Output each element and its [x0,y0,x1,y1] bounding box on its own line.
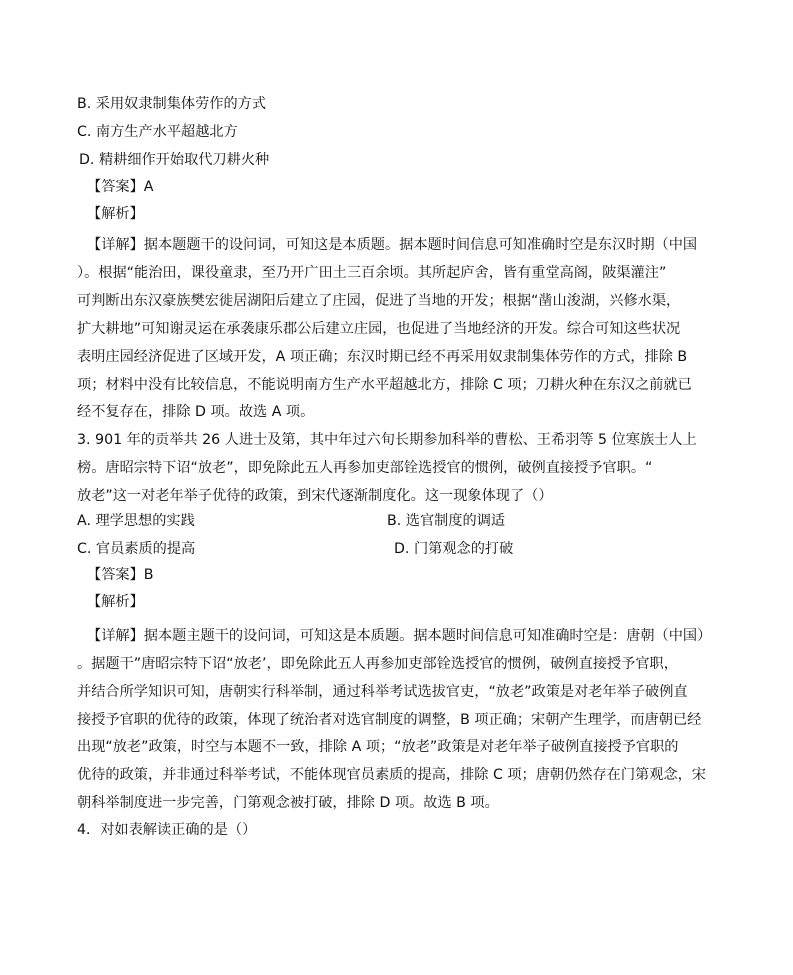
q3-option-b: B. 选官制度的调适 [387,513,506,529]
q2-detail-line: 表明庄园经济促进了区域开发，A 项正确；东汉时期已经不再采用奴隶制集体劳作的方式，排除 B [77,349,688,365]
q3-option-d: D. 门第观念的打破 [394,541,514,557]
q2-detail-line: 经不复存在，排除 D 项。故选 A 项。 [77,404,315,420]
q3-stem-line: 3. 901 年的贡举共 26 人进士及第，其中年过六旬长期参加科举的曹松、王希羽等 5 位寒族士人上 [77,432,697,448]
q2-option-c: C. 南方生产水平超越北方 [77,124,238,140]
q2-detail-line: 项；材料中没有比较信息，不能说明南方生产水平超越北方，排除 C 项；刀耕火种在东汉之前就已 [77,377,692,393]
q2-detail-line: ）。根据“能治田，课役童隶，至乃开广田土三百余顷。其所起庐舍，皆有重堂高阁，陂渠灌注” [77,265,667,281]
q3-option-a: A. 理学思想的实践 [77,513,195,529]
q3-detail-line: 朝科举制度进一步完善，门第观念被打破，排除 D 项。故选 B 项。 [77,795,499,811]
q4-stem: 4．对如表解读正确的是（） [77,822,257,838]
q2-analysis-label: 【解析】 [87,206,144,222]
q3-detail-line: 【详解】据本题主题干的设问词，可知这是本质题。据本题时间信息可知准确时空是：唐朝（中国） [87,628,712,644]
q3-detail-line: 接授予官职的优待的政策，体现了统治者对选官制度的调整，B 项正确；宋朝产生理学，而唐朝已经 [77,712,702,728]
q3-detail-line: 出现“放老”政策，时空与本题不一致，排除 A 项；“放老”政策是对老年举子破例直接授予官职的 [77,739,679,755]
q2-option-b: B. 采用奴隶制集体劳作的方式 [77,96,267,112]
q3-analysis-label: 【解析】 [87,594,144,610]
q2-option-d: D. 精耕细作开始取代刀耕火种 [79,152,270,168]
q2-detail-line: 扩大耕地”可知谢灵运在承袭康乐郡公后建立庄园，也促进了当地经济的开发。综合可知这些状况 [77,321,681,337]
q2-detail-line: 【详解】据本题题干的设问词，可知这是本质题。据本题时间信息可知准确时空是东汉时期（中国 [87,237,698,253]
q3-stem-line: 榜。唐昭宗特下诏“放老”，即免除此五人再参加吏部铨选授官的惯例，破例直接授予官职。“ [77,460,653,476]
q3-option-c: C. 官员素质的提高 [77,541,196,557]
q3-detail-line: 。据题干”唐昭宗特下诏“放老’，即免除此五人再参加吏部铨选授官的惯例，破例直接授予官职， [77,656,678,672]
q3-detail-line: 并结合所学知识可知，唐朝实行科举制，通过科举考试选拔官吏，“放老”政策是对老年举子破例直 [77,684,688,700]
q3-stem-line: 放老”这一对老年举子优待的政策，到宋代逐渐制度化。这一现象体现了（） [77,488,553,504]
q2-detail-line: 可判断出东汉豪族樊宏徙居湖阳后建立了庄园，促进了当地的开发；根据“凿山浚湖，兴修水渠， [77,293,681,309]
q3-answer: 【答案】B [87,567,154,583]
q2-answer: 【答案】A [87,179,154,195]
q3-detail-line: 优待的政策，并非通过科举考试，不能体现官员素质的提高，排除 C 项；唐朝仍然存在门第观念，宋 [77,767,706,783]
